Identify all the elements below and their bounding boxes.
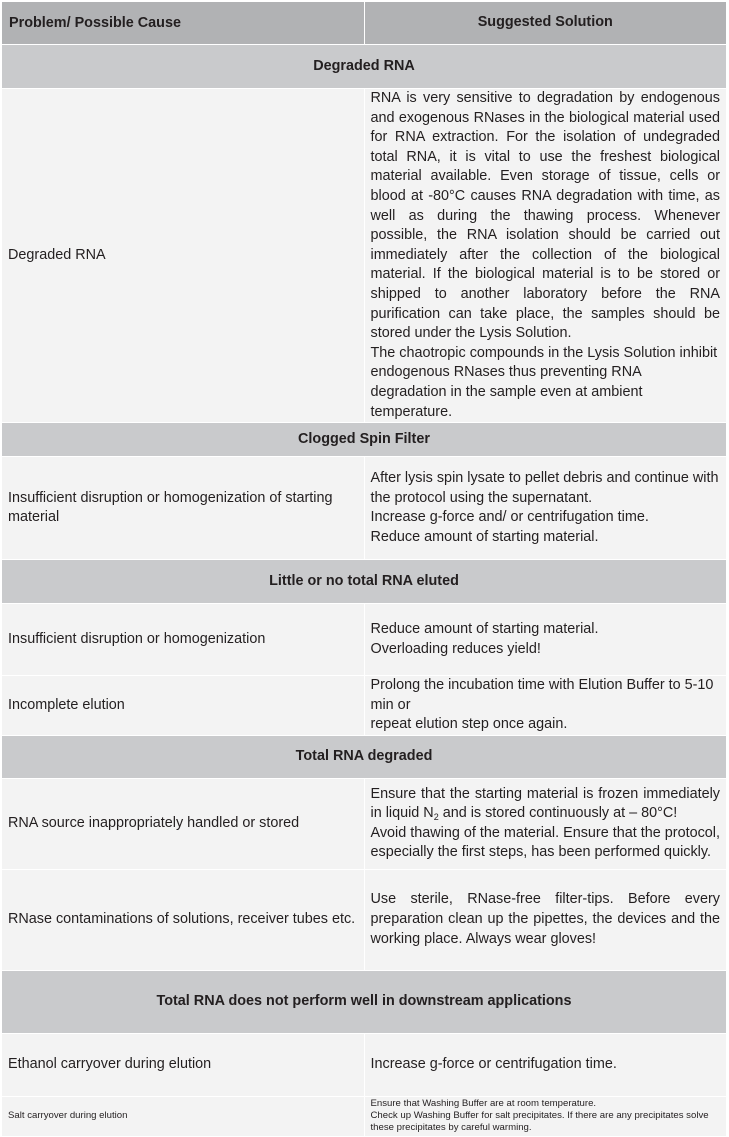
- section-header-row: [2, 45, 727, 89]
- table-row: [2, 604, 727, 676]
- table-row: [2, 457, 727, 560]
- solution-text: Check up Washing Buffer for salt precipitates. If there are any precipitates solve these precipitates by careful warming.: [370, 1110, 709, 1134]
- solution-text: [371, 785, 721, 824]
- table-row: [2, 1096, 727, 1136]
- solution-cell: [364, 676, 727, 736]
- troubleshooting-table: [1, 1, 727, 1137]
- solution-cell: [364, 89, 727, 423]
- solution-text: Reduce amount of starting material.: [370, 621, 599, 637]
- solution-cell: [364, 869, 727, 970]
- table-row: [2, 89, 727, 423]
- problem-cell: RNA source inappropriately handled or stored: [2, 778, 365, 869]
- section-title: Degraded RNA: [2, 45, 727, 89]
- column-header-solution: Suggested Solution: [364, 2, 727, 45]
- problem-cell: Salt carryover during elution: [2, 1096, 365, 1136]
- solution-text-part: Ensure that the starting material is frozen immediately in liquid N: [370, 785, 720, 822]
- solution-text: repeat elution step once again.: [370, 716, 568, 733]
- solution-text: Prolong the incubation time with Elution Buffer to 5-10 min or: [370, 677, 714, 713]
- section-header-row: [2, 970, 727, 1033]
- problem-cell: Degraded RNA: [2, 89, 365, 423]
- solution-text: Avoid thawing of the material. Ensure that the protocol, especially the first steps, has been performed quickly.: [370, 824, 720, 861]
- problem-cell: Incomplete elution: [2, 676, 365, 736]
- section-title: Total RNA does not perform well in downstream applications: [2, 970, 727, 1033]
- solution-text: Overloading reduces yield!: [370, 640, 541, 657]
- problem-cell: Insufficient disruption or homogenization of starting material: [2, 457, 365, 560]
- section-title: Clogged Spin Filter: [2, 423, 727, 457]
- column-header-cause: Problem/ Possible Cause: [2, 2, 365, 45]
- solution-cell: [364, 778, 727, 869]
- table-row: [2, 1033, 727, 1096]
- section-header-row: [2, 560, 727, 604]
- solution-cell: [364, 1096, 727, 1136]
- solution-text: The chaotropic compounds in the Lysis Solution inhibit endogenous RNases thus preventing RNA degradation in the sample even at ambient temperature.: [370, 344, 718, 420]
- subscript: 2: [433, 812, 439, 823]
- section-title: Little or no total RNA eluted: [2, 560, 727, 604]
- solution-text-part: and is stored continuously at – 80°C!: [438, 805, 678, 822]
- solution-cell: [364, 457, 727, 560]
- solution-text: Ensure that Washing Buffer are at room temperature.: [370, 1098, 597, 1110]
- section-header-row: [2, 423, 727, 457]
- solution-text: After lysis spin lysate to pellet debris and continue with the protocol using the supernatant.: [370, 469, 719, 506]
- table-row: [2, 869, 727, 970]
- solution-text: Increase g-force and/ or centrifugation time.: [370, 509, 649, 526]
- problem-cell: Ethanol carryover during elution: [2, 1033, 365, 1096]
- solution-text: RNA is very sensitive to degradation by endogenous and exogenous RNases in the biological material used for RNA extraction. For the isolation of undegraded total RNA, it is vital to use the freshest biological material available. Even storage of tissue, cells or blood at -80°C causes RNA degradation with time, as well as during the thawing process. Whenever possible, the RNA isolation should be carried out immediately after the collection of the biological material. If the biological material is to be stored or shipped to another laboratory before the RNA purification can take place, the samples should be stored under the Lysis Solution.: [370, 90, 720, 342]
- problem-cell: RNase contaminations of solutions, receiver tubes etc.: [2, 869, 365, 970]
- solution-text: Use sterile, RNase-free filter-tips. Before every preparation clean up the pipettes, the devices and the working place. Always wear gloves!: [370, 891, 720, 947]
- solution-text: Reduce amount of starting material.: [370, 528, 599, 545]
- solution-cell: [364, 604, 727, 676]
- solution-cell: [364, 1033, 727, 1096]
- section-header-row: [2, 735, 727, 778]
- problem-cell: Insufficient disruption or homogenization: [2, 604, 365, 676]
- section-title: Total RNA degraded: [2, 735, 727, 778]
- table-header-row: [2, 2, 727, 45]
- table-row: [2, 676, 727, 736]
- solution-text: Increase g-force or centrifugation time.: [370, 1056, 617, 1073]
- table-row: [2, 778, 727, 869]
